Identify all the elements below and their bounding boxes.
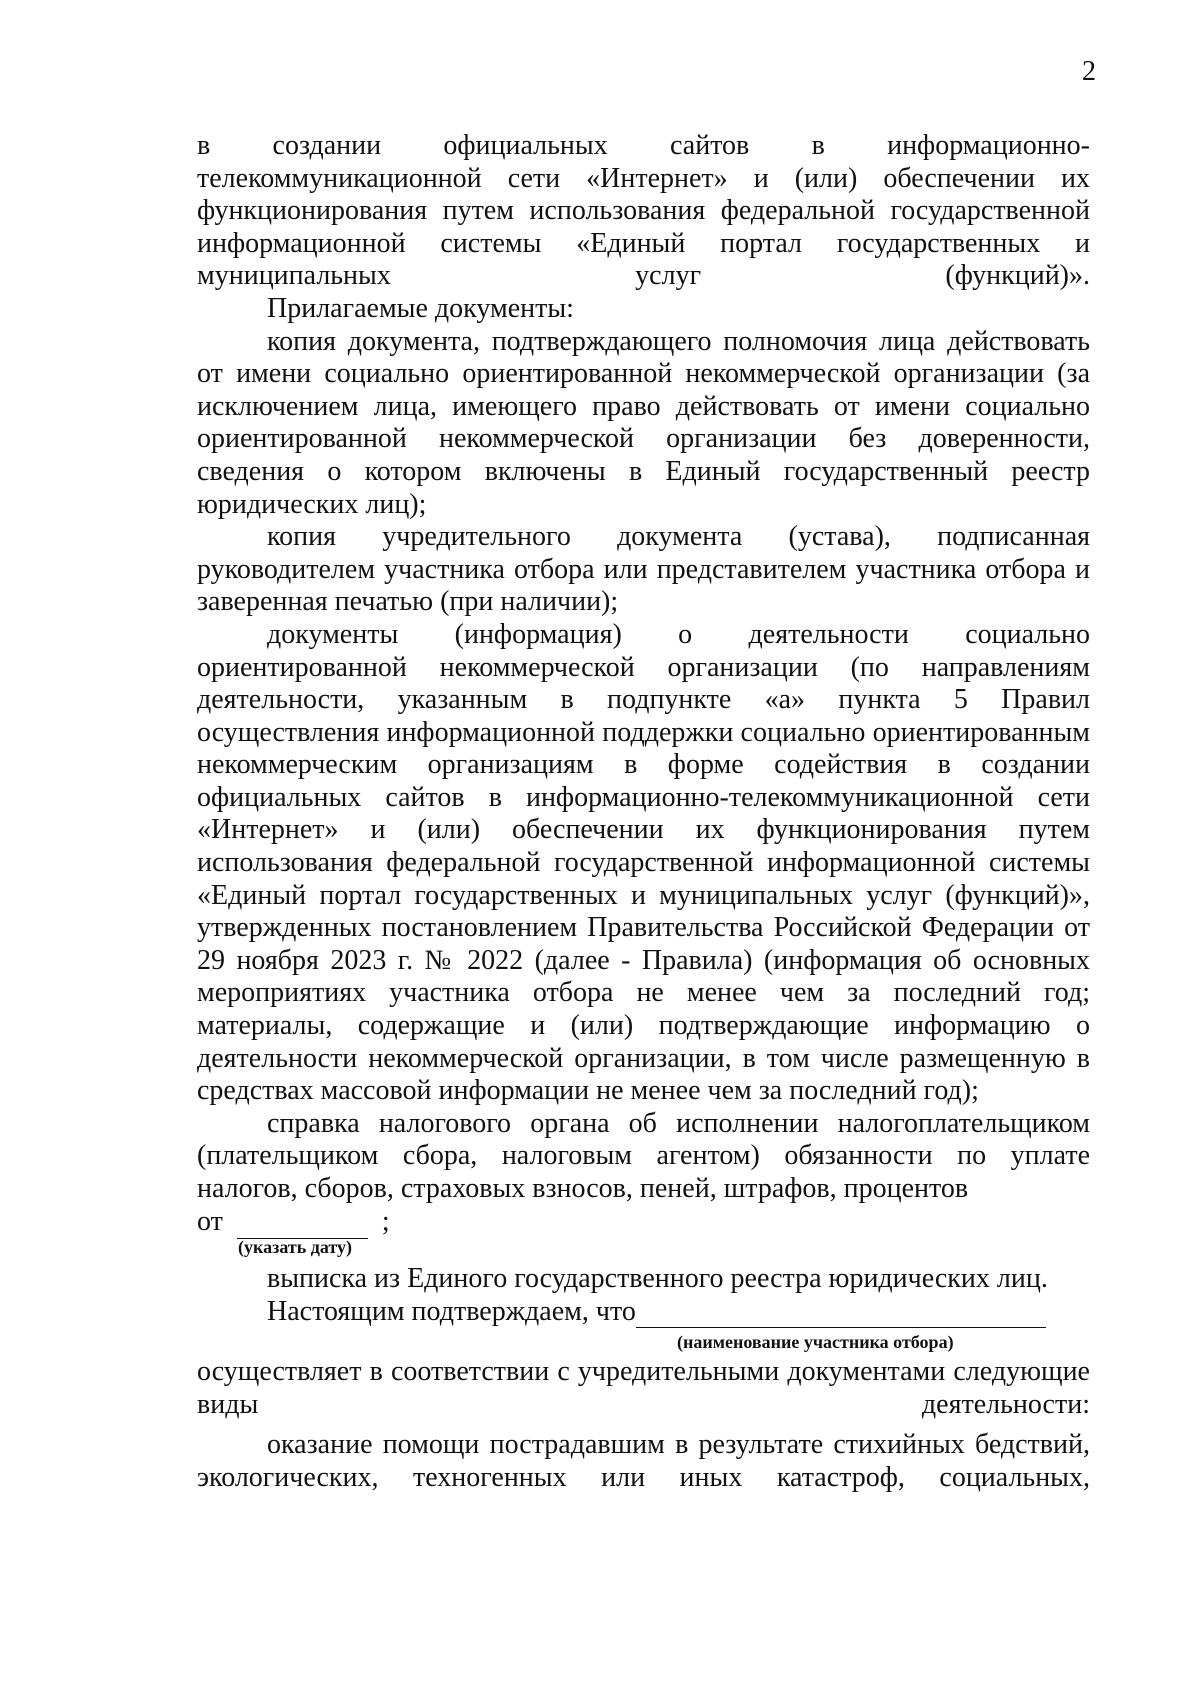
paragraph-activity-documents: документы (информация) о деятельности социально ориентированной некоммерческой организации (по направлениям деятельности, указанным в подпункте «а» пункта 5 Правил осуществления информационной поддержки социально ориентированным некоммерческим организациям в форме содействия в создании официальных сайтов в информационно-телекоммуникационной сети «Интернет» и (или) обеспечении их функционирования путем использования федеральной государственной информационной системы «Единый портал государственных и муниципальных услуг (функций)», утвержденных постановлением Правительства Российской Федерации от 29 ноября 2023 г. № 2022 (далее - Правила) (информация об основных мероприятиях участника отбора не менее чем за последний год; материалы, содержащие и (или) подтверждающие информацию о деятельности некоммерческой организации, в том числе размещенную в средствах массовой информации не менее чем за последний год); bbox=[197, 618, 1090, 1107]
document-body bbox=[197, 130, 1090, 1495]
paragraph-activity-types-intro: осуществляет в соответствии с учредительными документами следующие виды деятельности: bbox=[197, 1356, 1090, 1420]
paragraph-disaster-assistance: оказание помощи пострадавшим в результате стихийных бедствий, экологических, техногенных или иных катастроф, социальных, bbox=[197, 1429, 1090, 1493]
confirmation-line bbox=[197, 1295, 1090, 1328]
semicolon-mark: ; bbox=[381, 1206, 390, 1237]
paragraph-authority-copy: копия документа, подтверждающего полномочия лица действовать от имени социально ориентированной некоммерческой организации (за исключением лица, имеющего право действовать от имени социально ориентированной некоммерческой организации без доверенности, сведения о котором включены в Единый государственный реестр юридических лиц); bbox=[197, 325, 1090, 520]
page-number: 2 bbox=[1082, 56, 1096, 87]
paragraph-gap bbox=[197, 1421, 1090, 1429]
paragraph-tax-certificate: справка налогового органа об исполнении налогоплательщиком (плательщиком сбора, налоговым агентом) обязанности по уплате налогов, сборов, страховых взносов, пеней, штрафов, процентов bbox=[197, 1107, 1090, 1204]
confirmation-text: Настоящим подтверждаем, что bbox=[267, 1295, 636, 1327]
date-blank-field bbox=[237, 1211, 368, 1239]
paragraph-egrul-extract: выписка из Единого государственного реестра юридических лиц. bbox=[267, 1262, 1048, 1294]
organization-name-caption: (наименование участника отбора) bbox=[677, 1332, 954, 1353]
attached-documents-heading: Прилагаемые документы: bbox=[267, 292, 574, 324]
from-label: от bbox=[197, 1206, 223, 1237]
paragraph-website-support: в создании официальных сайтов в информационно-телекоммуникационной сети «Интернет» и (или) обеспечении их функционирования путем использования федеральной государственной информационной системы «Единый портал государственных и муниципальных услуг (функций)». bbox=[197, 130, 1090, 292]
organization-name-blank bbox=[636, 1300, 1046, 1328]
paragraph-charter-copy: копия учредительного документа (устава), подписанная руководителем участника отбора или представителем участника отбора и заверенная печатью (при наличии); bbox=[197, 521, 1090, 618]
date-blank-line bbox=[197, 1206, 1090, 1239]
date-caption: (указать дату) bbox=[238, 1236, 352, 1257]
